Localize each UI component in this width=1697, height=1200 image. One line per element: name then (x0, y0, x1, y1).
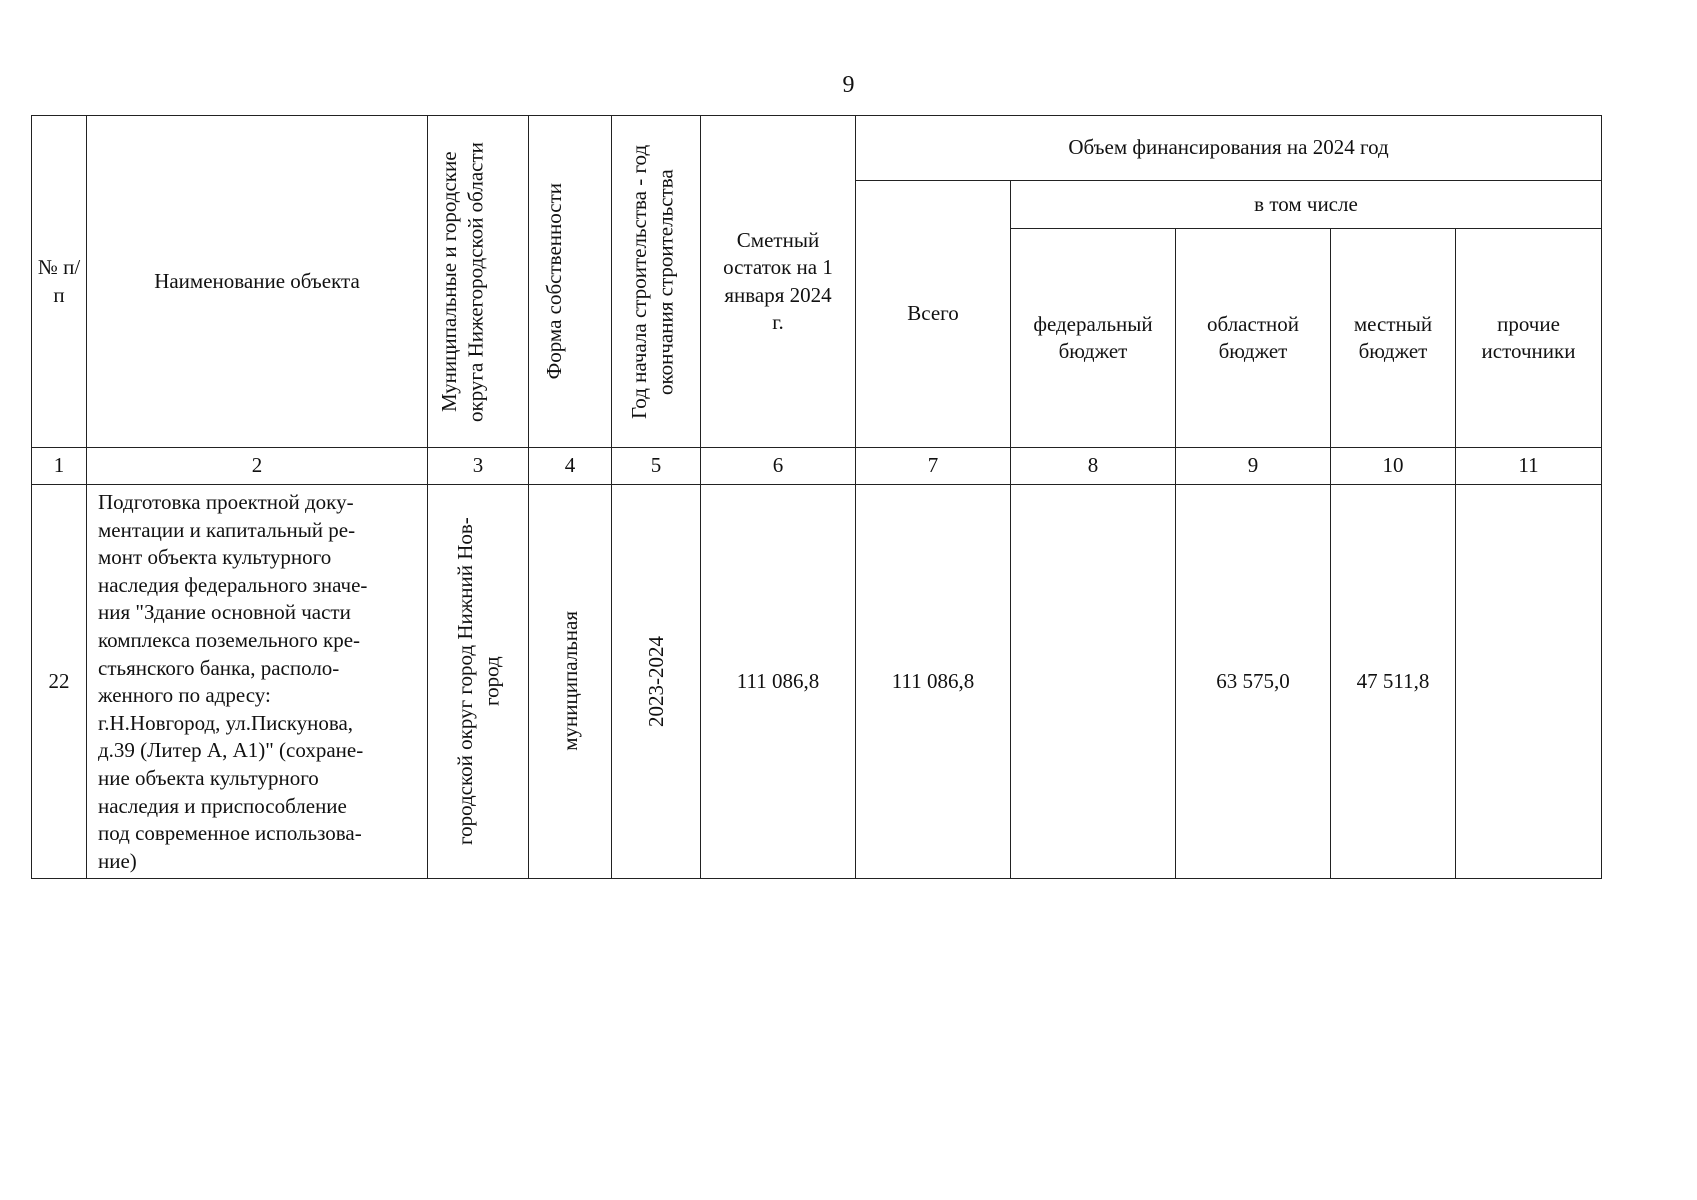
column-number: 2 (87, 448, 428, 485)
header-total: Всего (856, 181, 1011, 448)
row-object-name (87, 485, 428, 879)
row-object-name-text: Подготовка проектной доку- ментации и капитальный ре- монт объекта культурного наследия федерального значе- ния "Здание основной части комплекса поземельного кре- стьянского банка, располо- женного по адресу: г.Н.Новгород, ул.Пискунова, д.39 (Литер А, А1)" (сохране- ние объекта культурного наследия и приспособление под современное использова- ние) (98, 490, 368, 873)
header-years-text: Год начала строительства - год окончания строительства (627, 144, 678, 419)
header-local-text: местный бюджет (1353, 311, 1433, 363)
row-federal (1011, 485, 1176, 879)
table-row (32, 485, 1602, 879)
header-ownership (529, 116, 612, 448)
row-ownership-text: муниципальная (557, 611, 582, 752)
header-municipality (428, 116, 529, 448)
column-number: 8 (1011, 448, 1176, 485)
column-number: 1 (32, 448, 87, 485)
header-years (612, 116, 701, 448)
row-municipality-text: городской округ город Нижний Нов- город (452, 517, 503, 846)
header-regional (1176, 229, 1331, 448)
row-years (612, 485, 701, 879)
row-regional: 63 575,0 (1176, 485, 1331, 879)
header-no: № п/ п (32, 116, 87, 448)
row-municipality (428, 485, 529, 879)
row-ownership (529, 485, 612, 879)
page-number: 9 (842, 72, 855, 98)
row-balance: 111 086,8 (701, 485, 856, 879)
header-other (1456, 229, 1602, 448)
row-years-text: 2023-2024 (643, 635, 668, 727)
header-financing: Объем финансирования на 2024 год (856, 116, 1602, 181)
header-balance-text: Сметный остаток на 1 января 2024 г. (723, 227, 833, 334)
header-other-text: прочие источники (1481, 311, 1576, 363)
column-number: 6 (701, 448, 856, 485)
column-number: 5 (612, 448, 701, 485)
header-regional-text: областной бюджет (1207, 311, 1299, 363)
header-balance (701, 116, 856, 448)
column-number: 10 (1331, 448, 1456, 485)
header-federal-text: федеральный бюджет (1033, 311, 1153, 363)
header-municipality-text: Муниципальные и городские округа Нижегородской области (437, 141, 488, 422)
row-no: 22 (32, 485, 87, 879)
header-federal (1011, 229, 1176, 448)
column-number: 9 (1176, 448, 1331, 485)
header-including: в том числе (1011, 181, 1602, 229)
row-other (1456, 485, 1602, 879)
column-number: 3 (428, 448, 529, 485)
column-number: 7 (856, 448, 1011, 485)
header-ownership-text: Форма собственности (542, 183, 566, 380)
row-total: 111 086,8 (856, 485, 1011, 879)
header-local (1331, 229, 1456, 448)
header-object-name: Наименование объекта (87, 116, 428, 448)
column-number: 11 (1456, 448, 1602, 485)
row-local: 47 511,8 (1331, 485, 1456, 879)
column-number: 4 (529, 448, 612, 485)
financing-table (31, 115, 1602, 879)
